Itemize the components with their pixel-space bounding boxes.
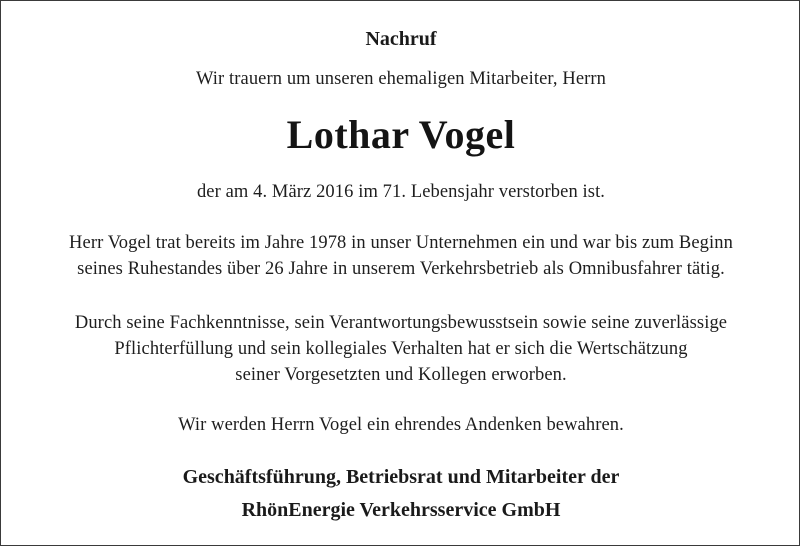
closing-text: Wir werden Herrn Vogel ein ehrendes Andenken bewahren.: [178, 415, 624, 435]
paragraph-2-line-1: Durch seine Fachkenntnisse, sein Verantwortungsbewusstsein sowie seine zuverlässige: [74, 313, 728, 333]
signature-line-2: RhönEnergie Verkehrsservice GmbH: [241, 499, 561, 521]
paragraph-2-line-2: Pflichterfüllung und sein kollegiales Verhalten hat er sich die Wertschätzung: [114, 339, 688, 359]
signature-line-1: Geschäftsführung, Betriebsrat und Mitarbeiter der: [182, 466, 620, 488]
intro-text: Wir trauern um unseren ehemaligen Mitarbeiter, Herrn: [195, 69, 607, 89]
notice-heading: Nachruf: [365, 28, 437, 50]
paragraph-1-line-1: Herr Vogel trat bereits im Jahre 1978 in unser Unternehmen ein und war bis zum Beginn: [69, 233, 733, 253]
death-date-text: der am 4. März 2016 im 71. Lebensjahr verstorben ist.: [196, 182, 606, 202]
deceased-name: Lothar Vogel: [286, 112, 516, 157]
paragraph-2-line-3: seiner Vorgesetzten und Kollegen erworben.: [235, 365, 567, 385]
paragraph-1-line-2: seines Ruhestandes über 26 Jahre in unserem Verkehrsbetrieb als Omnibusfahrer tätig.: [77, 259, 725, 279]
